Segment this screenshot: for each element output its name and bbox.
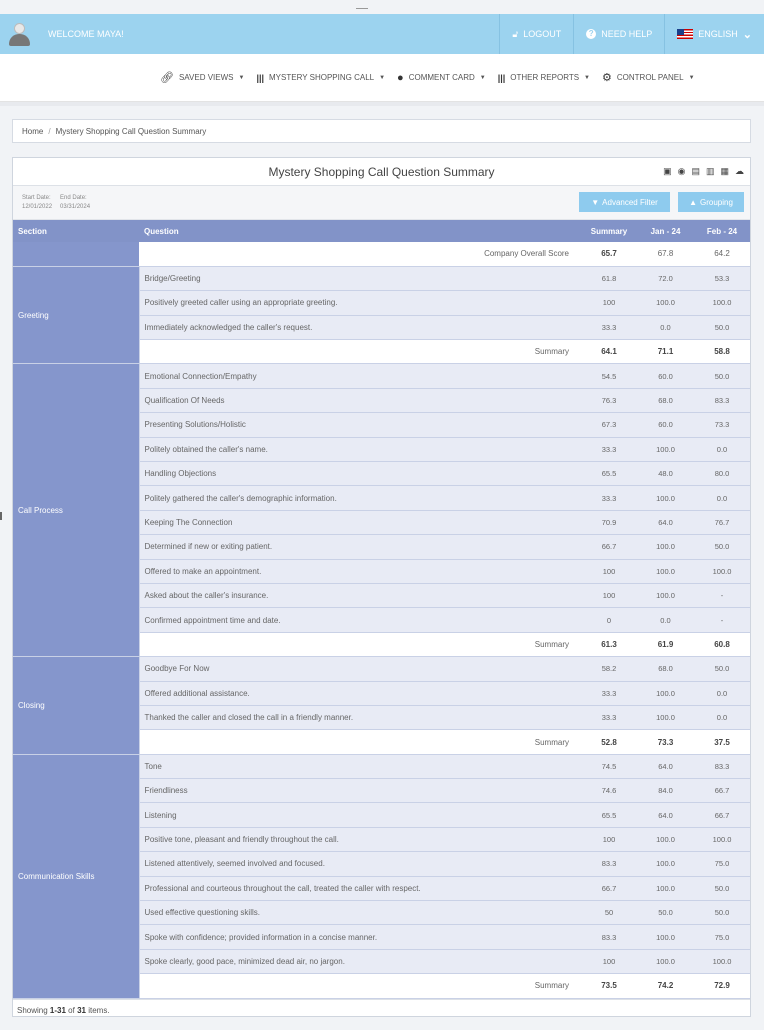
question-cell: Offered to make an appointment. (139, 559, 581, 583)
question-cell: Professional and courteous throughout the call, treated the caller with respect. (139, 876, 581, 900)
breadcrumb-separator: / (48, 126, 51, 136)
table-row (13, 364, 750, 388)
question-cell: Asked about the caller's insurance. (139, 583, 581, 607)
jan-cell: 100.0 (637, 291, 694, 315)
binoculars-icon[interactable]: ◉ (677, 166, 686, 176)
feb-cell: 50.0 (694, 535, 750, 559)
question-cell: Offered additional assistance. (139, 681, 581, 705)
summary-cell: 65.5 (581, 462, 637, 486)
footer-prefix: Showing (17, 1005, 48, 1015)
feb-cell: 75.0 (694, 852, 750, 876)
language-dropdown[interactable] (664, 14, 764, 54)
nav-control-panel-label: CONTROL PANEL (616, 73, 684, 82)
feb-cell: 83.3 (694, 388, 750, 412)
question-cell: Spoke clearly, good pace, minimized dead air, no jargon. (139, 949, 581, 973)
caret-down-icon: ▼ (479, 74, 486, 81)
table-row (13, 754, 750, 778)
jan-cell: 84.0 (637, 779, 694, 803)
logo-area (0, 54, 160, 102)
feb-cell: 37.5 (694, 730, 750, 754)
advanced-filter-button[interactable] (579, 192, 670, 212)
summary-cell: 73.5 (581, 974, 637, 998)
summary-cell: 64.1 (581, 340, 637, 364)
overall-jan: 67.8 (637, 242, 694, 266)
question-cell: Qualification Of Needs (139, 388, 581, 412)
jan-cell: 64.0 (637, 803, 694, 827)
footer-of: of (68, 1005, 75, 1015)
bar-chart-icon: ||| (497, 72, 506, 83)
lock-icon: 🔓︎ (512, 28, 519, 39)
language-label: ENGLISH (698, 29, 738, 39)
summary-cell: 33.3 (581, 705, 637, 729)
us-flag-icon (677, 29, 693, 39)
overall-summary: 65.7 (581, 242, 637, 266)
summary-cell: 58.2 (581, 657, 637, 681)
nav-mystery-call[interactable] (256, 73, 385, 83)
question-cell: Emotional Connection/Empathy (139, 364, 581, 388)
feb-cell: 100.0 (694, 291, 750, 315)
jan-cell: 72.0 (637, 266, 694, 290)
feb-cell: 73.3 (694, 413, 750, 437)
avatar-body (9, 34, 30, 46)
feb-cell: 80.0 (694, 462, 750, 486)
jan-cell: 100.0 (637, 559, 694, 583)
start-date-value: 12/01/2022 (22, 204, 53, 210)
jan-cell: 100.0 (637, 583, 694, 607)
summary-cell: 0 (581, 608, 637, 632)
edge-marker (0, 512, 2, 520)
jan-cell: 100.0 (637, 876, 694, 900)
nav-saved-views[interactable] (160, 71, 244, 84)
question-cell: Thanked the caller and closed the call in a friendly manner. (139, 705, 581, 729)
caret-down-icon: ▼ (238, 74, 245, 81)
summary-cell: 52.8 (581, 730, 637, 754)
cloud-download-icon[interactable]: ☁︎ (735, 166, 744, 176)
feb-cell: 0.0 (694, 486, 750, 510)
chevron-down-icon: ⌄ (742, 28, 752, 41)
summary-cell: 54.5 (581, 364, 637, 388)
jan-cell: 48.0 (637, 462, 694, 486)
start-date (22, 194, 52, 212)
overall-label: Company Overall Score (139, 242, 581, 266)
summary-table (13, 220, 750, 999)
summary-cell: 83.3 (581, 852, 637, 876)
avatar[interactable] (8, 22, 30, 46)
feb-cell: 50.0 (694, 364, 750, 388)
section-cell: Call Process (13, 364, 139, 657)
nav-saved-views-label: SAVED VIEWS (178, 73, 234, 82)
comment-icon: ● (397, 71, 404, 84)
welcome-text: WELCOME MAYA! (48, 29, 124, 39)
question-cell: Bridge/Greeting (139, 266, 581, 290)
summary-cell: 100 (581, 583, 637, 607)
overall-feb: 64.2 (694, 242, 750, 266)
filter-row (13, 186, 750, 220)
jan-cell: 100.0 (637, 852, 694, 876)
help-icon: ? (586, 29, 596, 39)
col-header-summary[interactable]: Summary (581, 220, 637, 242)
question-cell: Politely obtained the caller's name. (139, 437, 581, 461)
question-cell: Confirmed appointment time and date. (139, 608, 581, 632)
date-range (22, 194, 90, 212)
end-date-label: End Date: (60, 195, 87, 201)
summary-cell: 100 (581, 291, 637, 315)
table-row (13, 657, 750, 681)
grouping-label: Grouping (700, 197, 733, 207)
question-cell: Keeping The Connection (139, 510, 581, 534)
link-icon: 🔗︎ (160, 72, 174, 84)
section-cell: Closing (13, 657, 139, 755)
scroll-indicator (356, 8, 368, 9)
jan-cell: 74.2 (637, 974, 694, 998)
summary-label: Summary (139, 340, 581, 364)
summary-cell: 61.3 (581, 632, 637, 656)
report-panel (12, 157, 751, 1017)
col-header-feb[interactable]: Feb - 24 (694, 220, 750, 242)
question-cell: Listened attentively, seemed involved and focused. (139, 852, 581, 876)
summary-cell: 61.8 (581, 266, 637, 290)
need-help-button[interactable] (573, 14, 664, 54)
question-cell: Spoke with confidence; provided information in a concise manner. (139, 925, 581, 949)
jan-cell: 100.0 (637, 827, 694, 851)
feb-cell: - (694, 583, 750, 607)
summary-label: Summary (139, 974, 581, 998)
nav-other-reports[interactable] (498, 73, 590, 83)
breadcrumb (12, 119, 751, 143)
document-icon[interactable]: ▤ (691, 166, 700, 176)
feb-cell: 53.3 (694, 266, 750, 290)
filter-icon: ▼ (591, 197, 600, 207)
table-body (13, 242, 750, 998)
panel-header (13, 158, 750, 186)
feb-cell: - (694, 608, 750, 632)
feb-cell: 72.9 (694, 974, 750, 998)
jan-cell: 68.0 (637, 657, 694, 681)
summary-label: Summary (139, 632, 581, 656)
footer-range: 1-31 (49, 1005, 66, 1015)
section-cell: Greeting (13, 266, 139, 364)
jan-cell: 100.0 (637, 705, 694, 729)
caret-down-icon: ▼ (379, 74, 386, 81)
jan-cell: 100.0 (637, 949, 694, 973)
nav-divider (0, 102, 764, 106)
question-cell: Politely gathered the caller's demographic information. (139, 486, 581, 510)
summary-cell: 70.9 (581, 510, 637, 534)
feb-cell: 50.0 (694, 901, 750, 925)
summary-label: Summary (139, 730, 581, 754)
feb-cell: 0.0 (694, 705, 750, 729)
question-cell: Presenting Solutions/Holistic (139, 413, 581, 437)
gear-icon: ⚙︎ (602, 72, 612, 84)
summary-cell: 74.5 (581, 754, 637, 778)
start-date-label: Start Date: (22, 195, 51, 201)
end-date (60, 194, 90, 212)
summary-cell: 33.3 (581, 486, 637, 510)
expand-icon[interactable]: ▣ (663, 166, 672, 176)
question-cell: Positive tone, pleasant and friendly throughout the call. (139, 827, 581, 851)
question-cell: Used effective questioning skills. (139, 901, 581, 925)
jan-cell: 73.3 (637, 730, 694, 754)
col-header-section[interactable]: Section (13, 220, 139, 242)
question-cell: Listening (139, 803, 581, 827)
summary-cell: 65.5 (581, 803, 637, 827)
welcome-area (8, 22, 499, 46)
feb-cell: 100.0 (694, 949, 750, 973)
nav-comment-card-label: COMMENT CARD (408, 73, 475, 82)
grouping-button[interactable] (678, 192, 744, 212)
caret-down-icon: ▼ (688, 74, 695, 81)
summary-cell: 76.3 (581, 388, 637, 412)
jan-cell: 50.0 (637, 901, 694, 925)
feb-cell: 58.8 (694, 340, 750, 364)
question-cell: Positively greeted caller using an appropriate greeting. (139, 291, 581, 315)
summary-cell: 33.3 (581, 681, 637, 705)
table-row (13, 266, 750, 290)
pdf-icon[interactable]: ▥ (705, 166, 715, 176)
logout-label: LOGOUT (523, 29, 562, 39)
nav-other-reports-label: OTHER REPORTS (510, 73, 580, 82)
footer-total: 31 (77, 1005, 86, 1015)
feb-cell: 76.7 (694, 510, 750, 534)
jan-cell: 64.0 (637, 754, 694, 778)
jan-cell: 0.0 (637, 608, 694, 632)
breadcrumb-current: Mystery Shopping Call Question Summary (55, 126, 207, 136)
col-header-question[interactable]: Question (139, 220, 581, 242)
jan-cell: 100.0 (637, 925, 694, 949)
question-cell: Goodbye For Now (139, 657, 581, 681)
logout-button[interactable] (499, 14, 573, 54)
feb-cell: 100.0 (694, 559, 750, 583)
page-title: Mystery Shopping Call Question Summary (268, 164, 495, 179)
nav-mystery-call-label: MYSTERY SHOPPING CALL (269, 73, 375, 82)
summary-cell: 33.3 (581, 315, 637, 339)
jan-cell: 64.0 (637, 510, 694, 534)
top-bar (0, 14, 764, 54)
excel-icon[interactable]: ▦ (720, 166, 729, 176)
summary-cell: 83.3 (581, 925, 637, 949)
nav-comment-card[interactable] (397, 72, 486, 84)
question-cell: Tone (139, 754, 581, 778)
overall-row (13, 242, 750, 266)
sitemap-icon: ▲ (689, 197, 697, 207)
pagination-summary (13, 999, 750, 1021)
footer-suffix: items. (88, 1005, 110, 1015)
feb-cell: 50.0 (694, 657, 750, 681)
summary-cell: 100 (581, 827, 637, 851)
end-date-value: 03/31/2024 (60, 204, 91, 210)
summary-cell: 33.3 (581, 437, 637, 461)
jan-cell: 71.1 (637, 340, 694, 364)
main-nav (0, 54, 764, 102)
feb-cell: 60.8 (694, 632, 750, 656)
caret-down-icon: ▼ (584, 74, 590, 81)
summary-cell: 74.6 (581, 779, 637, 803)
avatar-head (14, 23, 25, 34)
feb-cell: 0.0 (694, 681, 750, 705)
jan-cell: 100.0 (637, 486, 694, 510)
jan-cell: 0.0 (637, 315, 694, 339)
table-header-row (13, 220, 750, 242)
jan-cell: 68.0 (637, 388, 694, 412)
bar-chart-icon: ||| (256, 72, 265, 83)
breadcrumb-home[interactable]: Home (22, 126, 44, 136)
col-header-jan[interactable]: Jan - 24 (637, 220, 694, 242)
section-cell (13, 242, 139, 266)
feb-cell: 100.0 (694, 827, 750, 851)
question-cell: Determined if new or exiting patient. (139, 535, 581, 559)
export-toolbar (663, 166, 744, 177)
jan-cell: 61.9 (637, 632, 694, 656)
nav-control-panel[interactable] (602, 71, 695, 84)
feb-cell: 66.7 (694, 779, 750, 803)
summary-cell: 67.3 (581, 413, 637, 437)
jan-cell: 60.0 (637, 413, 694, 437)
summary-cell: 66.7 (581, 876, 637, 900)
summary-cell: 50 (581, 901, 637, 925)
jan-cell: 60.0 (637, 364, 694, 388)
jan-cell: 100.0 (637, 535, 694, 559)
feb-cell: 50.0 (694, 315, 750, 339)
feb-cell: 66.7 (694, 803, 750, 827)
need-help-label: NEED HELP (601, 29, 653, 39)
summary-cell: 100 (581, 559, 637, 583)
feb-cell: 83.3 (694, 754, 750, 778)
jan-cell: 100.0 (637, 437, 694, 461)
feb-cell: 0.0 (694, 437, 750, 461)
question-cell: Immediately acknowledged the caller's request. (139, 315, 581, 339)
question-cell: Friendliness (139, 779, 581, 803)
section-cell: Communication Skills (13, 754, 139, 998)
summary-cell: 100 (581, 949, 637, 973)
advanced-filter-label: Advanced Filter (602, 197, 658, 207)
jan-cell: 100.0 (637, 681, 694, 705)
feb-cell: 50.0 (694, 876, 750, 900)
feb-cell: 75.0 (694, 925, 750, 949)
summary-cell: 66.7 (581, 535, 637, 559)
question-cell: Handling Objections (139, 462, 581, 486)
